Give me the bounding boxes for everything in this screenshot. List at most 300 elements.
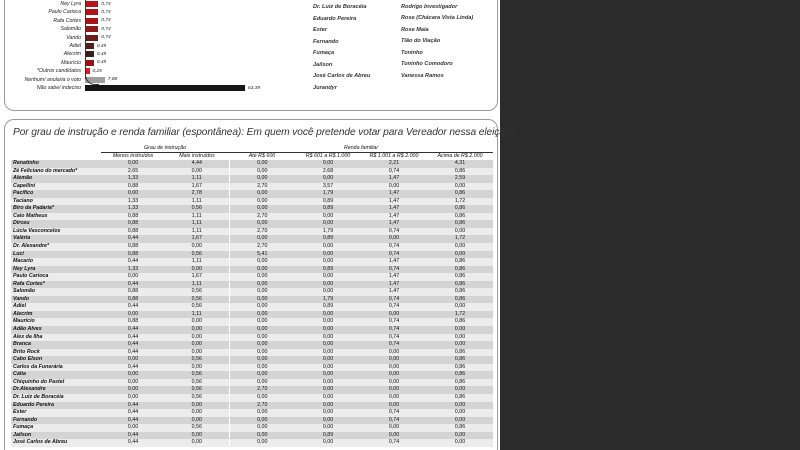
cell-value: 1,67 xyxy=(165,273,229,281)
table-row xyxy=(11,334,493,342)
cell-value: 0,88 xyxy=(101,213,165,221)
cell-value: 0,00 xyxy=(229,303,295,311)
table-row xyxy=(11,379,493,387)
cell-value: 1,11 xyxy=(165,175,229,183)
cell-value: 0,00 xyxy=(229,364,295,372)
cell-value: 0,00 xyxy=(229,394,295,402)
cell-value: 0,86 xyxy=(427,281,493,289)
cell-value: 0,00 xyxy=(295,394,361,402)
cell-value: 0,00 xyxy=(229,175,295,183)
cell-value: 0,00 xyxy=(295,251,361,259)
table-row xyxy=(11,190,493,198)
cell-value: 0,00 xyxy=(165,168,229,176)
row-name: Lúcia Vasconcelos xyxy=(11,228,101,236)
cell-value: 1,11 xyxy=(165,258,229,266)
cell-value: 0,00 xyxy=(165,341,229,349)
cell-value: 0,00 xyxy=(427,243,493,251)
section-title: Por grau de instrução e renda familiar (espontânea): Em quem você pretende votar para Vereador nessa eleição? xyxy=(13,127,516,138)
row-name: Jailson xyxy=(11,432,101,440)
cell-value: 0,88 xyxy=(101,296,165,304)
cell-value: 1,67 xyxy=(165,235,229,243)
row-name: Adiel xyxy=(11,303,101,311)
cell-value: 0,86 xyxy=(427,213,493,221)
table-row xyxy=(11,273,493,281)
cell-value: 0,00 xyxy=(101,311,165,319)
cell-value: 4,31 xyxy=(427,160,493,168)
cell-value: 0,00 xyxy=(361,311,427,319)
cell-value: 1,72 xyxy=(427,198,493,206)
cell-value: 1,47 xyxy=(361,220,427,228)
table-row xyxy=(11,266,493,274)
table-row xyxy=(11,205,493,213)
row-name: Macario xyxy=(11,258,101,266)
cell-value: 0,00 xyxy=(295,364,361,372)
cell-value: 2,59 xyxy=(427,175,493,183)
cell-value: 0,89 xyxy=(295,198,361,206)
cell-value: 0,00 xyxy=(427,341,493,349)
cell-value: 0,74 xyxy=(361,318,427,326)
table-row xyxy=(11,439,493,447)
poll-table xyxy=(11,145,493,447)
table-row xyxy=(11,311,493,319)
candidate-name: Fernando xyxy=(313,38,339,45)
bar-label: Não sabe/ indeciso xyxy=(36,85,81,91)
cell-value: 0,00 xyxy=(295,213,361,221)
cell-value: 0,00 xyxy=(229,168,295,176)
cell-value: 0,44 xyxy=(101,432,165,440)
bar-value: 7,88 xyxy=(107,77,118,83)
cell-value: 0,00 xyxy=(427,303,493,311)
cell-value: 0,00 xyxy=(361,356,427,364)
row-name: Brito Rock xyxy=(11,349,101,357)
cell-value: 0,00 xyxy=(295,417,361,425)
cell-value: 0,74 xyxy=(361,439,427,447)
cell-value: 4,44 xyxy=(165,160,229,168)
cell-value: 0,44 xyxy=(101,326,165,334)
row-name: Caio Matheus xyxy=(11,213,101,221)
cell-value: 0,00 xyxy=(295,175,361,183)
cell-value: 2,70 xyxy=(229,402,295,410)
cell-value: 0,00 xyxy=(229,220,295,228)
cell-value: 0,89 xyxy=(295,432,361,440)
table-row xyxy=(11,364,493,372)
cell-value: 0,00 xyxy=(229,417,295,425)
cell-value: 0,00 xyxy=(229,356,295,364)
bar-row xyxy=(13,59,106,67)
cell-value: 0,00 xyxy=(229,432,295,440)
cell-value: 1,47 xyxy=(361,213,427,221)
row-name: Alemão xyxy=(11,175,101,183)
bar-value: 0,74 xyxy=(101,1,111,7)
group-header-income: Renda familiar xyxy=(229,145,493,153)
cell-value: 0,74 xyxy=(361,266,427,274)
cell-value: 0,86 xyxy=(427,205,493,213)
cell-value: 2,70 xyxy=(229,213,295,221)
cell-value: 2,70 xyxy=(229,243,295,251)
row-name: Fumaça xyxy=(11,424,101,432)
chart-panel xyxy=(4,0,498,111)
table-row xyxy=(11,417,493,425)
cell-value: 0,74 xyxy=(361,341,427,349)
row-name: Alex da Ilha xyxy=(11,334,101,342)
row-name: Dr.Alexandre xyxy=(11,386,101,394)
cell-value: 0,86 xyxy=(427,296,493,304)
cell-value: 0,00 xyxy=(229,205,295,213)
cell-value: 0,00 xyxy=(101,190,165,198)
cell-value: 0,86 xyxy=(427,394,493,402)
candidate-name: Rose Maia xyxy=(401,26,429,33)
row-name: Fernando xyxy=(11,417,101,425)
column-header: Menos instruídos xyxy=(101,153,165,161)
candidate-name: Tião do Viação xyxy=(401,38,441,44)
cell-value: 0,00 xyxy=(361,394,427,402)
cell-value: 0,88 xyxy=(101,288,165,296)
cell-value: 0,00 xyxy=(165,417,229,425)
row-name: Cátia xyxy=(11,371,101,379)
row-name: Capellini xyxy=(11,183,101,191)
cell-value: 0,00 xyxy=(165,243,229,251)
bar-value: 0,74 xyxy=(101,9,111,15)
cell-value: 0,74 xyxy=(361,251,427,259)
bar-label: Nenhum/ anularia o voto xyxy=(24,76,81,83)
cell-value: 2,70 xyxy=(229,386,295,394)
cell-value: 0,00 xyxy=(165,349,229,357)
cell-value: 0,00 xyxy=(101,424,165,432)
cell-value: 1,72 xyxy=(427,235,493,243)
row-name: Eduardo Pereira xyxy=(11,402,101,410)
cell-value: 0,00 xyxy=(295,326,361,334)
table-row xyxy=(11,183,493,191)
bar-label: Maurício xyxy=(61,59,81,66)
cell-value: 0,74 xyxy=(361,168,427,176)
cell-value: 0,74 xyxy=(361,417,427,425)
cell-value: 0,00 xyxy=(295,273,361,281)
cell-value: 0,00 xyxy=(229,318,295,326)
cell-value: 0,86 xyxy=(427,288,493,296)
cell-value: 0,00 xyxy=(229,258,295,266)
row-name: Branca xyxy=(11,341,101,349)
cell-value: 0,00 xyxy=(427,417,493,425)
table-row xyxy=(11,424,493,432)
cell-value: 1,11 xyxy=(165,311,229,319)
row-name: Dirceu xyxy=(11,220,101,228)
cell-value: 0,44 xyxy=(101,334,165,342)
bar-value: 0,74 xyxy=(101,18,111,24)
table-row xyxy=(11,251,493,259)
cell-value: 0,00 xyxy=(295,220,361,228)
candidate-name: Vanessa Ramos xyxy=(401,72,444,79)
cell-value: 0,00 xyxy=(427,334,493,342)
cell-value: 0,00 xyxy=(229,288,295,296)
table-row xyxy=(11,371,493,379)
cell-value: 1,47 xyxy=(361,258,427,266)
cell-value: 0,00 xyxy=(229,160,295,168)
cell-value: 0,00 xyxy=(427,432,493,440)
cell-value: 1,11 xyxy=(165,213,229,221)
row-name: Biro da Padaria* xyxy=(11,205,101,213)
table-row xyxy=(11,326,493,334)
row-name: Pacífico xyxy=(11,190,101,198)
candidate-name: Ester xyxy=(313,27,327,33)
cell-value: 0,00 xyxy=(165,409,229,417)
cell-value: 0,00 xyxy=(295,402,361,410)
bar-label: Salomão xyxy=(60,26,81,33)
bar-value: 0,49 xyxy=(96,43,107,49)
row-name: Alecrim xyxy=(11,311,101,319)
cell-value: 0,00 xyxy=(361,364,427,372)
table-row xyxy=(11,318,493,326)
cell-value: 0,74 xyxy=(361,326,427,334)
cell-value: 0,00 xyxy=(229,334,295,342)
cell-value: 0,86 xyxy=(427,266,493,274)
cell-value: 0,00 xyxy=(295,288,361,296)
bar-value: 0,74 xyxy=(101,26,111,32)
bar xyxy=(85,1,98,7)
cell-value: 0,00 xyxy=(295,311,361,319)
cell-value: 1,47 xyxy=(361,205,427,213)
bar-value: 0,25 xyxy=(92,68,102,74)
cell-value: 0,00 xyxy=(427,251,493,259)
cell-value: 1,79 xyxy=(295,296,361,304)
cell-value: 0,00 xyxy=(361,386,427,394)
cell-value: 0,56 xyxy=(165,379,229,387)
cell-value: 1,33 xyxy=(101,198,165,206)
cell-value: 0,00 xyxy=(361,371,427,379)
bar-label: Rafa Cortes xyxy=(53,17,81,24)
table-row xyxy=(11,175,493,183)
row-name: Valéria xyxy=(11,235,101,243)
row-name: Luci xyxy=(11,251,101,259)
cell-value: 0,74 xyxy=(361,228,427,236)
row-name: Cabo Elson xyxy=(11,356,101,364)
candidate-name: Eduardo Pereira xyxy=(313,15,357,22)
cell-value: 0,89 xyxy=(295,266,361,274)
cell-value: 0,00 xyxy=(427,228,493,236)
cell-value: 0,56 xyxy=(165,296,229,304)
cell-value: 1,33 xyxy=(101,266,165,274)
cell-value: 0,00 xyxy=(229,409,295,417)
cell-value: 0,89 xyxy=(295,205,361,213)
cell-value: 0,00 xyxy=(229,379,295,387)
cell-value: 1,11 xyxy=(165,220,229,228)
bar-label: Alecrim xyxy=(63,51,81,58)
cell-value: 0,88 xyxy=(101,183,165,191)
cell-value: 0,44 xyxy=(101,402,165,410)
cell-value: 0,74 xyxy=(361,334,427,342)
cell-value: 0,86 xyxy=(427,364,493,372)
cell-value: 1,11 xyxy=(165,228,229,236)
cell-value: 0,44 xyxy=(101,341,165,349)
bar xyxy=(85,51,94,57)
row-name: Zé Feliciano do mercado* xyxy=(11,168,101,176)
cell-value: 0,00 xyxy=(295,409,361,417)
bar-row xyxy=(13,42,106,50)
cell-value: 0,00 xyxy=(427,402,493,410)
cell-value: 0,00 xyxy=(165,432,229,440)
cell-value: 0,00 xyxy=(427,183,493,191)
candidate-name: Dr. Luiz de Boracéia xyxy=(313,4,367,10)
cell-value: 1,11 xyxy=(165,198,229,206)
cell-value: 1,47 xyxy=(361,273,427,281)
cell-value: 1,33 xyxy=(101,205,165,213)
cell-value: 0,00 xyxy=(101,386,165,394)
cell-value: 0,00 xyxy=(101,356,165,364)
cell-value: 0,56 xyxy=(165,371,229,379)
bar-row xyxy=(13,0,111,8)
cell-value: 0,00 xyxy=(229,266,295,274)
chart-axis xyxy=(85,0,86,79)
cell-value: 0,86 xyxy=(427,190,493,198)
cell-value: 0,00 xyxy=(165,439,229,447)
cell-value: 0,00 xyxy=(229,371,295,379)
bar-row xyxy=(13,84,260,92)
cell-value: 0,00 xyxy=(101,379,165,387)
cell-value: 0,00 xyxy=(361,349,427,357)
cell-value: 0,56 xyxy=(165,303,229,311)
row-name: Renatinho xyxy=(11,160,101,168)
cell-value: 1,47 xyxy=(361,190,427,198)
cell-value: 0,86 xyxy=(427,356,493,364)
cell-value: 0,56 xyxy=(165,386,229,394)
cell-value: 0,44 xyxy=(101,349,165,357)
column-header: Mais instruídos xyxy=(165,153,229,161)
cell-value: 0,88 xyxy=(101,220,165,228)
cell-value: 0,86 xyxy=(427,168,493,176)
cell-value: 1,11 xyxy=(165,281,229,289)
cell-value: 1,47 xyxy=(361,281,427,289)
bar-label: Adiel xyxy=(69,43,81,49)
cell-value: 0,00 xyxy=(165,334,229,342)
cell-value: 0,00 xyxy=(361,432,427,440)
cell-value: 0,00 xyxy=(101,394,165,402)
row-name: Ney Lyra xyxy=(11,266,101,274)
cell-value: 0,89 xyxy=(295,235,361,243)
cell-value: 0,86 xyxy=(427,349,493,357)
bar xyxy=(85,9,98,15)
candidate-name: Toninho xyxy=(401,49,423,56)
candidate-name: José Carlos de Abreu xyxy=(313,73,371,79)
cell-value: 1,47 xyxy=(361,288,427,296)
candidate-name: Toninho Comodoro xyxy=(401,61,453,67)
column-header: R$ 601 a R$ 1.000 xyxy=(295,153,361,161)
bar xyxy=(85,35,98,41)
bar-value: 63,39 xyxy=(248,85,261,91)
table-panel xyxy=(4,119,516,450)
bar-value: 0,74 xyxy=(101,35,111,41)
cell-value: 0,44 xyxy=(101,235,165,243)
bar xyxy=(85,43,94,49)
group-header-education: Grau de instrução xyxy=(101,145,229,153)
cell-value: 2,21 xyxy=(361,160,427,168)
table-row xyxy=(11,402,493,410)
bar-row xyxy=(13,76,117,84)
cell-value: 0,56 xyxy=(165,288,229,296)
bar-value: 0,49 xyxy=(96,60,107,66)
cell-value: 0,44 xyxy=(101,439,165,447)
cell-value: 0,74 xyxy=(361,409,427,417)
bar xyxy=(85,60,94,66)
cell-value: 0,74 xyxy=(361,303,427,311)
row-name: Adão Alves xyxy=(11,326,101,334)
cell-value: 0,56 xyxy=(165,394,229,402)
cell-value: 2,78 xyxy=(165,190,229,198)
cell-value: 1,47 xyxy=(361,175,427,183)
table-row xyxy=(11,349,493,357)
cell-value: 0,88 xyxy=(101,243,165,251)
bar-label: *Outros candidatos xyxy=(36,68,81,75)
table-row xyxy=(11,296,493,304)
cell-value: 1,67 xyxy=(165,183,229,191)
cell-value: 0,00 xyxy=(361,402,427,410)
cell-value: 0,00 xyxy=(295,379,361,387)
cell-value: 0,86 xyxy=(427,379,493,387)
cell-value: 0,00 xyxy=(427,409,493,417)
cell-value: 1,47 xyxy=(361,198,427,206)
cell-value: 0,00 xyxy=(295,386,361,394)
column-header: Acima de R$ 2.000 xyxy=(427,153,493,161)
cell-value: 0,86 xyxy=(427,424,493,432)
cell-value: 0,00 xyxy=(361,183,427,191)
cell-value: 0,00 xyxy=(427,326,493,334)
cell-value: 1,72 xyxy=(427,311,493,319)
cell-value: 0,00 xyxy=(229,198,295,206)
bar-row xyxy=(13,25,111,33)
cell-value: 0,00 xyxy=(295,349,361,357)
cell-value: 0,86 xyxy=(427,220,493,228)
cell-value: 0,88 xyxy=(101,318,165,326)
cell-value: 0,00 xyxy=(295,341,361,349)
bar-label: Ney Lyra xyxy=(60,1,81,7)
cell-value: 0,00 xyxy=(165,402,229,410)
cell-value: 0,00 xyxy=(295,371,361,379)
dark-background-area xyxy=(500,0,800,450)
row-name: Ester xyxy=(11,409,101,417)
cell-value: 3,57 xyxy=(295,183,361,191)
cell-value: 2,70 xyxy=(229,228,295,236)
cell-value: 0,00 xyxy=(229,439,295,447)
cell-value: 0,00 xyxy=(101,273,165,281)
candidate-list-2 xyxy=(401,0,473,84)
cell-value: 0,74 xyxy=(361,243,427,251)
bar xyxy=(85,26,98,32)
cell-value: 0,00 xyxy=(229,190,295,198)
bar-row xyxy=(13,34,111,42)
cell-value: 0,00 xyxy=(165,364,229,372)
cell-value: 0,56 xyxy=(165,424,229,432)
table-row xyxy=(11,213,493,221)
cell-value: 0,44 xyxy=(101,303,165,311)
cell-value: 0,00 xyxy=(229,273,295,281)
table-row xyxy=(11,281,493,289)
cell-value: 0,00 xyxy=(229,326,295,334)
bar xyxy=(85,85,245,91)
table-row xyxy=(11,243,493,251)
cell-value: 0,00 xyxy=(165,266,229,274)
cell-value: 2,68 xyxy=(295,168,361,176)
candidate-list-1 xyxy=(313,4,370,96)
cell-value: 0,00 xyxy=(229,311,295,319)
cell-value: 0,00 xyxy=(295,424,361,432)
cell-value: 0,00 xyxy=(427,386,493,394)
table-row xyxy=(11,394,493,402)
table-row xyxy=(11,198,493,206)
cell-value: 5,41 xyxy=(229,251,295,259)
cell-value: 0,89 xyxy=(295,303,361,311)
candidate-name: Rose (Chácara Vista Linda) xyxy=(401,15,474,21)
row-name: José Carlos de Abreu xyxy=(11,439,101,447)
cell-value: 0,88 xyxy=(101,251,165,259)
bar-value: 0,49 xyxy=(96,51,107,57)
